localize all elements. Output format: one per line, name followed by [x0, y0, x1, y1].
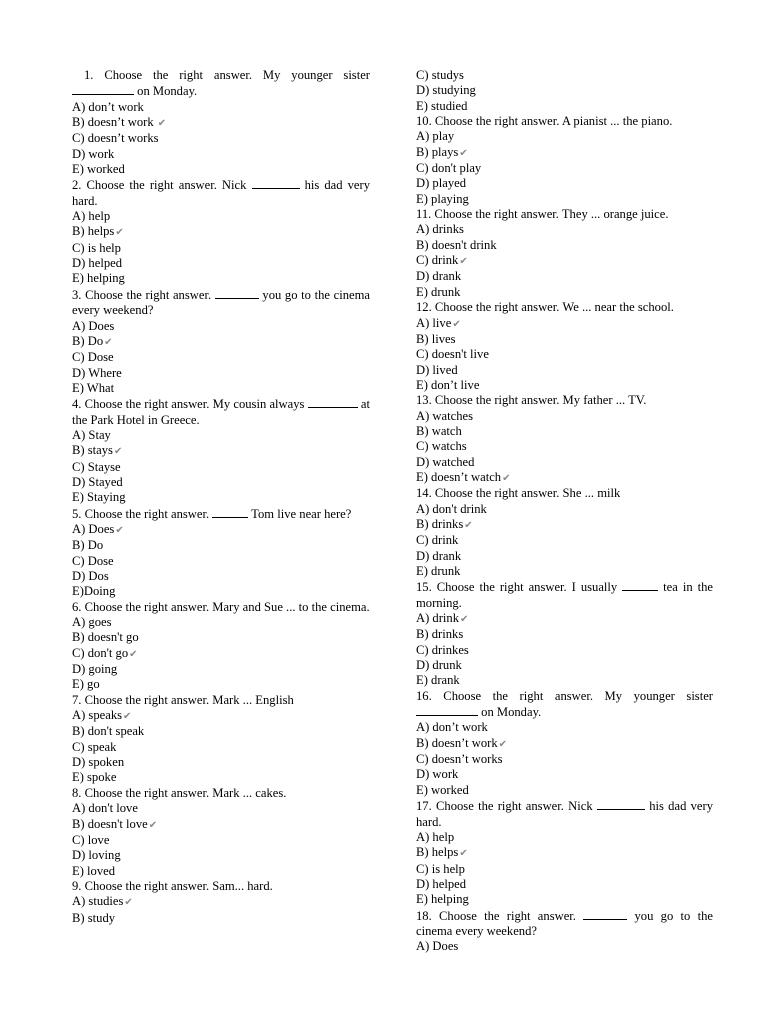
option: E) spoke — [72, 770, 117, 785]
option: B) drinks — [416, 627, 464, 642]
answer-blank — [416, 704, 478, 716]
check-icon: ✔ — [157, 118, 167, 130]
question-text: 5. Choose the right answer. — [72, 506, 213, 521]
option: C) Stayse — [72, 459, 121, 474]
question-text: 14. Choose the right answer. She ... milk — [416, 486, 621, 501]
option: D) Stayed — [72, 474, 123, 489]
question-2 — [72, 177, 370, 209]
answer-blank — [308, 396, 358, 408]
option: A) Does — [416, 939, 459, 954]
option: A) Stay — [72, 427, 111, 442]
option-correct: B) helps✔ — [72, 224, 124, 239]
check-icon: ✔ — [459, 848, 468, 860]
option-correct: B) drinks✔ — [416, 516, 473, 531]
check-icon: ✔ — [464, 519, 473, 531]
question-13 — [416, 393, 713, 408]
answer-blank — [215, 287, 259, 299]
option-correct: A) speaks✔ — [72, 708, 132, 723]
question-text: 3. Choose the right answer. — [72, 287, 215, 302]
option: A) don’t work — [416, 720, 488, 735]
option: C) is help — [416, 861, 465, 876]
option-correct: B) doesn’t work ✔ — [72, 115, 167, 130]
option: D) work — [72, 146, 115, 161]
option: E) worked — [416, 782, 469, 797]
question-6 — [72, 600, 370, 615]
option-correct: C) drink✔ — [416, 253, 468, 268]
option: B) study — [72, 910, 116, 925]
question-text: at the Park Hotel in Greece. — [72, 397, 370, 427]
check-icon: ✔ — [124, 897, 133, 909]
question-15 — [416, 579, 713, 611]
question-text: 4. Choose the right answer. My cousin always — [72, 397, 305, 412]
option-correct: E) doesn’t watch✔ — [416, 469, 511, 484]
question-text: 17. Choose the right answer. Nick — [416, 799, 597, 814]
question-text: his dad very hard. — [416, 799, 714, 829]
option: C) speak — [72, 739, 117, 754]
check-icon: ✔ — [148, 819, 158, 831]
option: E) playing — [416, 191, 469, 206]
check-icon: ✔ — [460, 614, 469, 626]
question-11 — [416, 207, 713, 222]
option: A) don't love — [72, 801, 138, 816]
option: D) drank — [416, 269, 462, 284]
option-correct: B) doesn't love✔ — [72, 816, 158, 831]
option: A) watches — [416, 408, 473, 423]
option: E) studied — [416, 98, 468, 113]
question-text: 10. Choose the right answer. A pianist ... the piano. — [416, 114, 673, 129]
question-12 — [416, 300, 713, 315]
check-icon: ✔ — [115, 227, 124, 239]
question-text: 13. Choose the right answer. My father ... TV. — [416, 393, 647, 408]
question-text: 2. Choose the right answer. Nick — [72, 178, 252, 193]
option-correct: B) helps✔ — [416, 845, 468, 860]
question-text: 15. Choose the right answer. I usually — [416, 580, 623, 595]
option: E) don’t live — [416, 377, 480, 392]
check-icon: ✔ — [459, 256, 468, 268]
answer-blank — [212, 506, 248, 518]
check-icon: ✔ — [115, 524, 124, 536]
right-column — [416, 68, 713, 955]
question-text: 7. Choose the right answer. Mark ... English — [72, 692, 294, 707]
question-text: tea in the morning. — [416, 580, 713, 610]
option-correct: B) plays✔ — [416, 144, 468, 159]
question-text: his dad very hard. — [72, 178, 371, 208]
option: D) helped — [72, 256, 123, 271]
option: B) doesn't go — [72, 630, 139, 645]
option: A) don’t work — [72, 99, 144, 114]
option: E) drunk — [416, 564, 461, 578]
option-correct: A) Does✔ — [72, 521, 124, 536]
option: C) studys — [416, 68, 464, 82]
option: E) go — [72, 677, 100, 692]
option: D) studying — [416, 83, 476, 98]
answer-blank — [622, 579, 658, 591]
option-correct: A) drink✔ — [416, 611, 469, 626]
question-14 — [416, 486, 713, 501]
option-correct: B) Do✔ — [72, 333, 113, 348]
option: D) drunk — [416, 658, 462, 673]
question-8 — [72, 786, 370, 801]
option: C) Dose — [72, 553, 114, 568]
option: D) Where — [72, 365, 122, 380]
option: B) don't speak — [72, 724, 145, 739]
option: E) What — [72, 380, 115, 395]
option-correct: B) doesn’t work✔ — [416, 735, 508, 750]
question-text: you go to the cinema every weekend? — [416, 908, 713, 938]
option: D) watched — [416, 454, 475, 469]
question-text: 16. Choose the right answer. My younger sister — [416, 688, 713, 703]
option: D) lived — [416, 362, 458, 377]
option-correct: A) live✔ — [416, 315, 461, 330]
option: D) drank — [416, 548, 462, 563]
question-text: you go to the cinema every weekend? — [72, 287, 370, 318]
check-icon: ✔ — [113, 446, 123, 458]
option: C) doesn’t works — [72, 131, 159, 146]
option: E) loved — [72, 863, 116, 878]
option: C) love — [72, 832, 110, 847]
option: E)Doing — [72, 584, 116, 599]
option: A) don't drink — [416, 501, 487, 516]
option: A) play — [416, 129, 455, 144]
option: E) helping — [72, 271, 125, 286]
option: A) help — [72, 209, 111, 224]
question-1 — [72, 68, 370, 100]
question-4 — [72, 396, 370, 428]
option: E) drunk — [416, 284, 461, 299]
option: C) watchs — [416, 439, 467, 454]
option: D) work — [416, 767, 459, 782]
option: E) worked — [72, 162, 125, 177]
check-icon: ✔ — [129, 648, 138, 660]
question-text: 8. Choose the right answer. Mark ... cakes. — [72, 785, 287, 800]
question-text: Tom live near here? — [248, 506, 352, 521]
question-9 — [72, 879, 370, 894]
question-5 — [72, 506, 370, 522]
option: C) Dose — [72, 350, 114, 365]
option: C) doesn't live — [416, 347, 489, 362]
option: C) is help — [72, 240, 121, 255]
option: B) lives — [416, 331, 456, 346]
check-icon: ✔ — [123, 711, 132, 723]
option: D) going — [72, 662, 118, 677]
question-10 — [416, 114, 713, 129]
answer-blank — [252, 177, 300, 189]
answer-blank — [583, 908, 627, 920]
check-icon: ✔ — [459, 147, 468, 159]
option: B) doesn't drink — [416, 237, 497, 252]
option: A) drinks — [416, 222, 464, 237]
question-text: 12. Choose the right answer. We ... near the school. — [416, 300, 674, 315]
option: E) helping — [416, 892, 469, 907]
option: D) helped — [416, 876, 467, 891]
option: C) don't play — [416, 161, 482, 176]
answer-blank — [72, 83, 134, 95]
option: B) Do — [72, 538, 104, 553]
left-column — [72, 68, 370, 926]
check-icon: ✔ — [104, 336, 113, 348]
question-text: on Monday. — [134, 84, 198, 99]
question-7 — [72, 693, 370, 708]
option: C) drinkes — [416, 642, 469, 657]
option: D) spoken — [72, 755, 125, 770]
question-3 — [72, 287, 370, 319]
question-text: 18. Choose the right answer. — [416, 908, 584, 923]
option-correct: C) don't go✔ — [72, 645, 138, 660]
question-17 — [416, 798, 713, 830]
question-text: 9. Choose the right answer. Sam... hard. — [72, 878, 273, 893]
answer-blank — [597, 798, 645, 810]
question-text: on Monday. — [478, 705, 542, 720]
question-16 — [416, 689, 713, 721]
option: D) played — [416, 176, 467, 191]
option: B) watch — [416, 423, 462, 438]
option: C) doesn’t works — [416, 752, 503, 767]
option-correct: A) studies✔ — [72, 894, 133, 909]
check-icon: ✔ — [498, 738, 508, 750]
question-text: 6. Choose the right answer. Mary and Sue ... to the cinema. — [72, 599, 370, 614]
question-text: 11. Choose the right answer. They ... orange juice. — [416, 207, 669, 222]
option: D) Dos — [72, 569, 109, 583]
option: A) goes — [72, 615, 112, 630]
option: E) Staying — [72, 490, 126, 505]
check-icon: ✔ — [452, 318, 461, 330]
option-correct: B) stays✔ — [72, 443, 123, 458]
option: D) loving — [72, 848, 121, 863]
option: C) drink — [416, 533, 459, 548]
question-text: 1. Choose the right answer. My younger sister — [84, 68, 370, 82]
option: A) help — [416, 829, 455, 844]
option: E) drank — [416, 673, 460, 688]
option: A) Does — [72, 318, 115, 333]
check-icon: ✔ — [502, 472, 511, 484]
question-18 — [416, 908, 713, 940]
